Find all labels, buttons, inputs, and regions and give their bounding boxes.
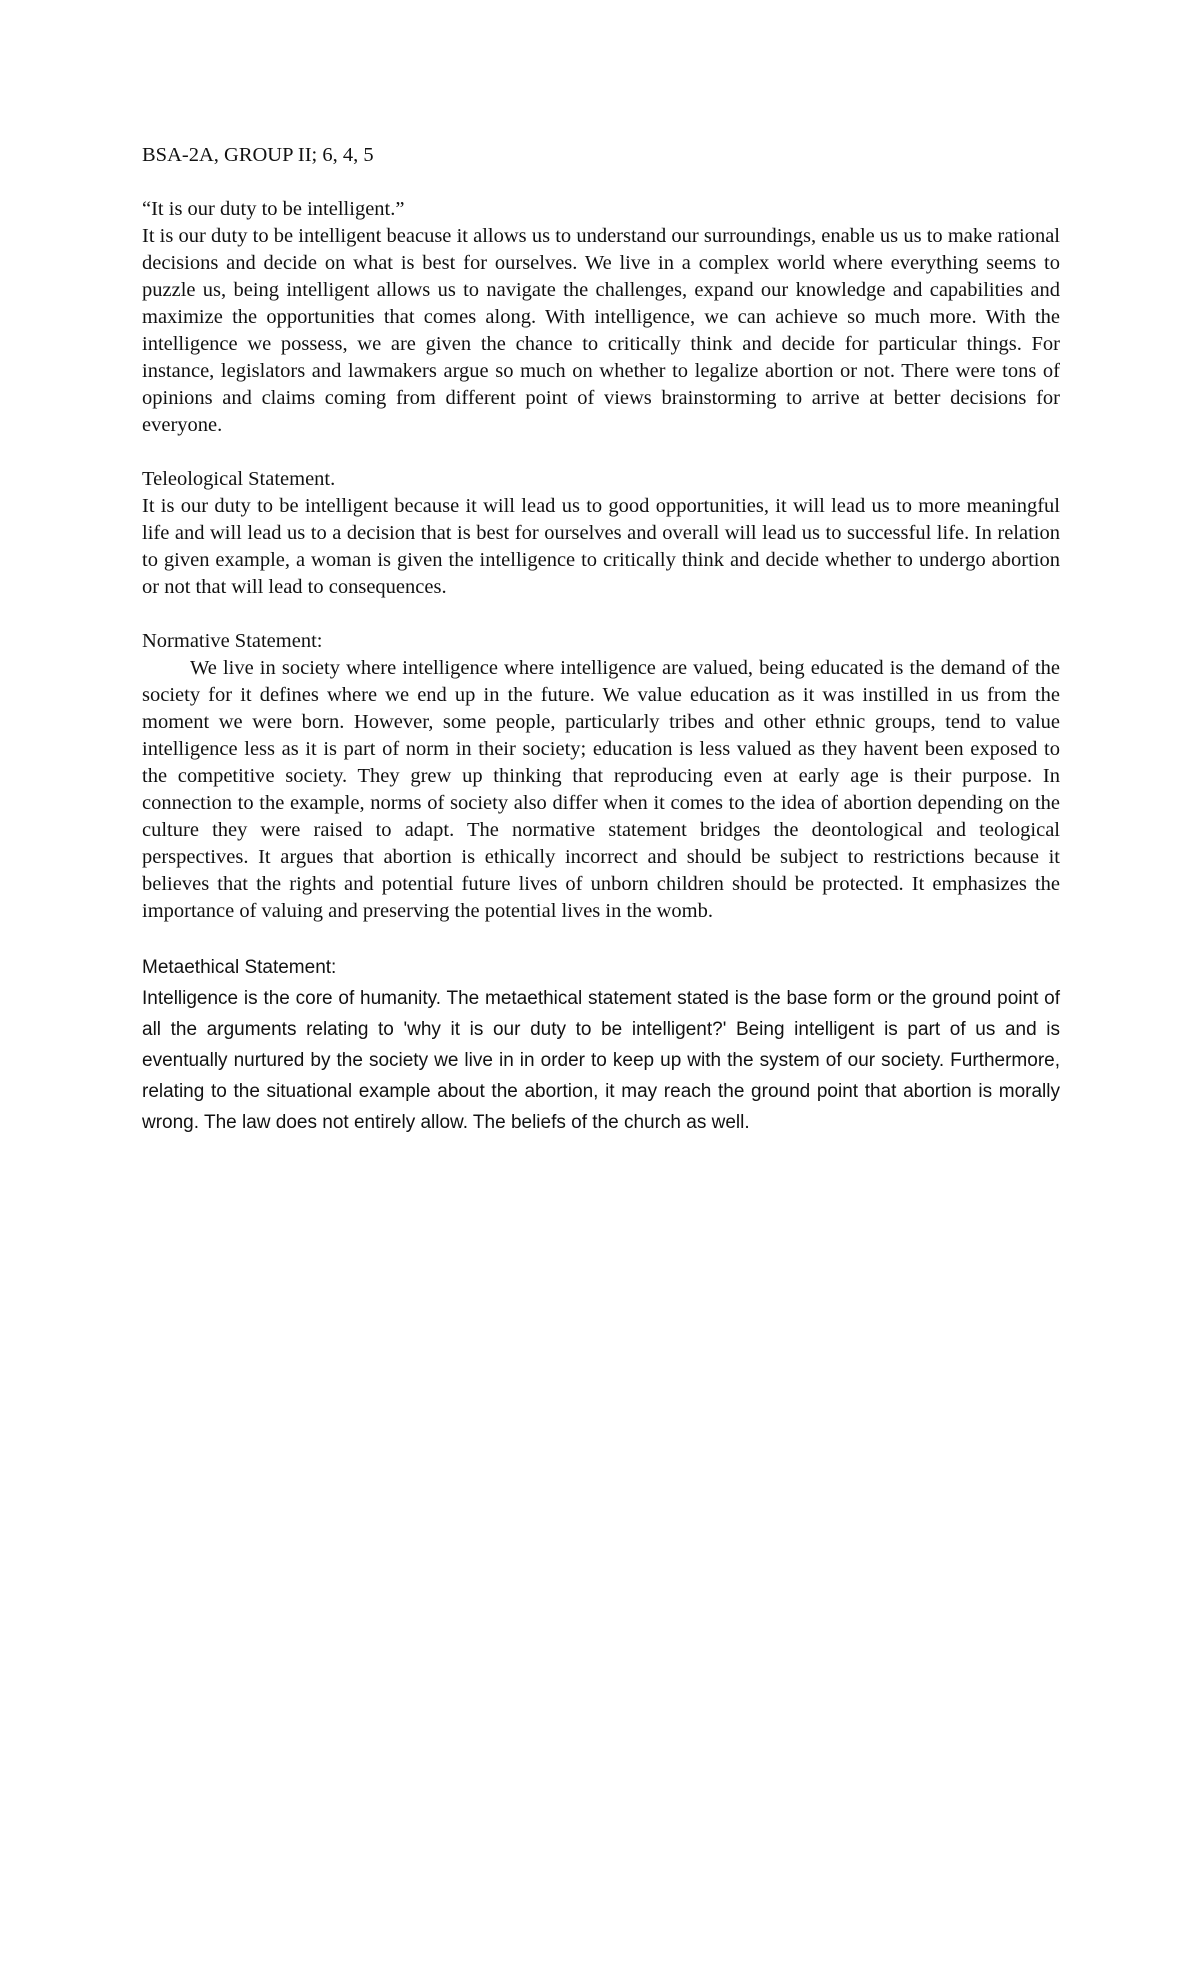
spacer bbox=[142, 169, 1060, 196]
document-page bbox=[142, 142, 1060, 1138]
normative-heading: Normative Statement: bbox=[142, 630, 323, 652]
spacer bbox=[142, 439, 1060, 466]
intro-paragraph: It is our duty to be intelligent beacuse it allows us to understand our surroundings, enable us us to make rational decisions and decide on what is best for ourselves. We live in a complex world where everything seems to puzzle us, being intelligent allows us to navigate the challenges, expand our knowledge and capabilities and maximize the opportunities that comes along. With intelligence, we can achieve so much more. With the intelligence we possess, we are given the chance to critically think and decide for particular things. For instance, legislators and lawmakers argue so much on whether to legalize abortion or not. There were tons of opinions and claims coming from different point of views brainstorming to arrive at better decisions for everyone. bbox=[142, 225, 1060, 436]
group-line: BSA-2A, GROUP II; 6, 4, 5 bbox=[142, 144, 374, 166]
spacer bbox=[142, 925, 1060, 952]
teleological-heading: Teleological Statement. bbox=[142, 468, 336, 490]
normative-paragraph: We live in society where intelligence where intelligence are valued, being educated is the demand of the society for it defines where we end up in the future. We value education as it was instilled in us from the moment we were born. However, some people, particularly tribes and other ethnic groups, tend to value intelligence less as it is part of norm in their society; education is less valued as they havent been exposed to the competitive society. They grew up thinking that reproducing even at early age is their purpose. In connection to the example, norms of society also differ when it comes to the idea of abortion depending on the culture they were raised to adapt. The normative statement bridges the deontological and teological perspectives. It argues that abortion is ethically incorrect and should be subject to restrictions because it believes that the rights and potential future lives of unborn children should be protected. It emphasizes the importance of valuing and preserving the potential lives in the womb. bbox=[142, 657, 1060, 922]
spacer bbox=[142, 601, 1060, 628]
teleological-paragraph: It is our duty to be intelligent because it will lead us to good opportunities, it will lead us to more meaningful life and will lead us to a decision that is best for ourselves and overall will lead us to successful life. In relation to given example, a woman is given the intelligence to critically think and decide whether to undergo abortion or not that will lead to consequences. bbox=[142, 495, 1060, 598]
intro-quote: “It is our duty to be intelligent.” bbox=[142, 198, 405, 220]
metaethical-paragraph: Intelligence is the core of humanity. The metaethical statement stated is the base form or the ground point of all the arguments relating to 'why it is our duty to be intelligent?' Being intelligent is part of us and is eventually nurtured by the society we live in in order to keep up with the system of our society. Furthermore, relating to the situational example about the abortion, it may reach the ground point that abortion is morally wrong. The law does not entirely allow. The beliefs of the church as well. bbox=[142, 988, 1060, 1133]
metaethical-heading: Metaethical Statement: bbox=[142, 957, 337, 978]
